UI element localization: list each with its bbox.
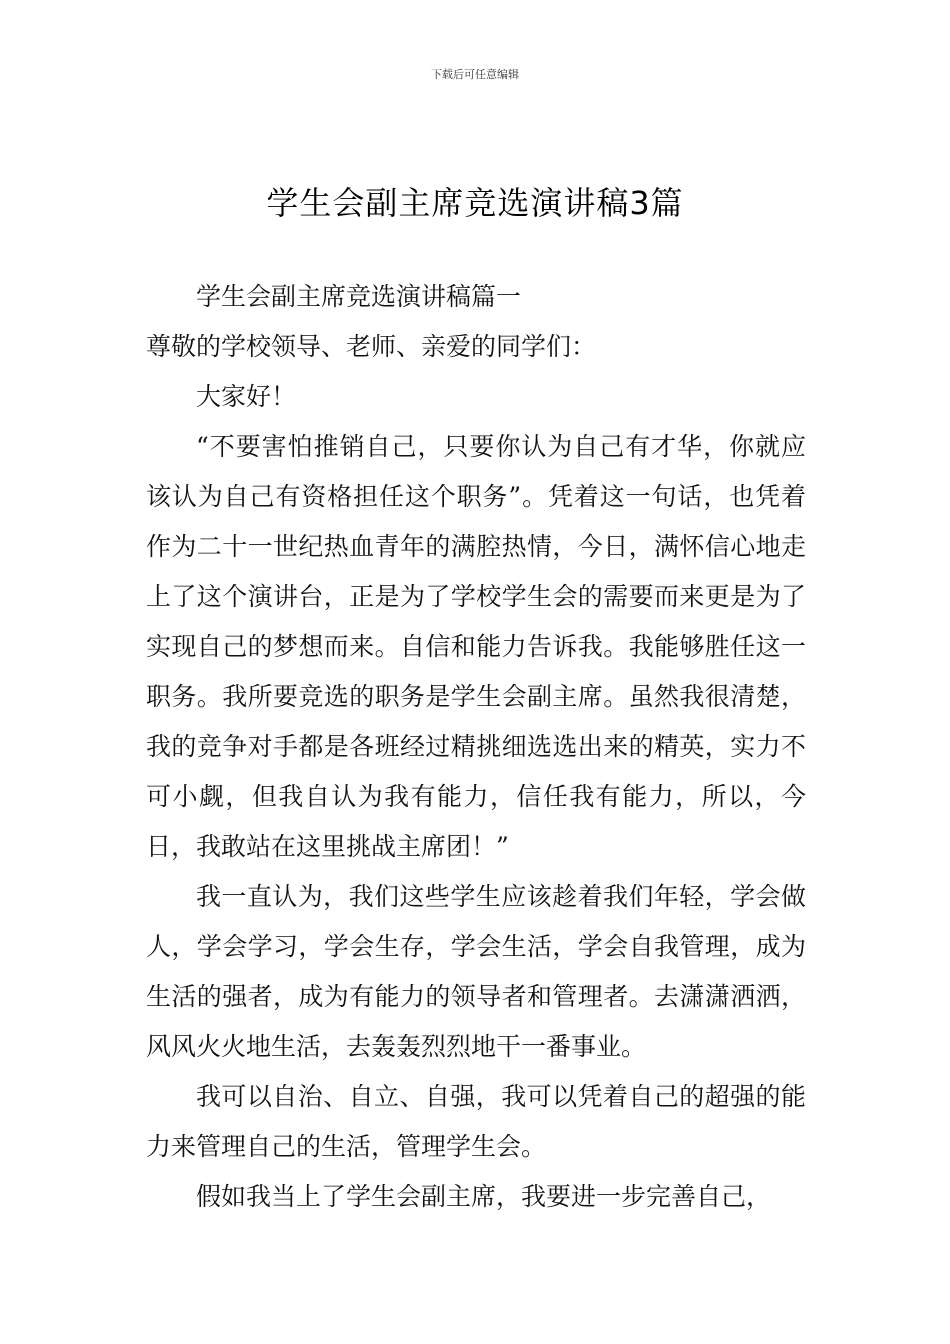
document-body: [146, 272, 806, 1222]
section-heading: 学生会副主席竞选演讲稿篇一: [196, 282, 522, 311]
paragraph: 假如我当上了学生会副主席，我要进一步完善自己，: [196, 1182, 772, 1211]
greeting: 大家好！: [196, 382, 297, 411]
salutation: 尊敬的学校领导、老师、亲爱的同学们：: [146, 332, 597, 361]
document-title: 学生会副主席竞选演讲稿3篇: [266, 184, 684, 222]
paragraph: 我可以自治、自立、自强，我可以凭着自己的超强的能力来管理自己的生活，管理学生会。: [146, 1082, 806, 1161]
header-note: 下载后可任意编辑: [431, 68, 519, 81]
paragraph: “不要害怕推销自己，只要你认为自己有才华，你就应该认为自己有资格担任这个职务”。凭着这一句话，也凭着作为二十一世纪热血青年的满腔热情，今日，满怀信心地走上了这个演讲台，正是为了学校学生会的需要而来更是为了实现自己的梦想而来。自信和能力告诉我。我能够胜任这一职务。我所要竞选的职务是学生会副主席。虽然我很清楚，我的竞争对手都是各班经过精挑细选选出来的精英，实力不可小觑，但我自认为我有能力，信任我有能力，所以，今日，我敢站在这里挑战主席团！”: [146, 432, 806, 861]
paragraph: 我一直认为，我们这些学生应该趁着我们年轻，学会做人，学会学习，学会生存，学会生活，学会自我管理，成为生活的强者，成为有能力的领导者和管理者。去潇潇洒洒，风风火火地生活，去轰轰烈烈地干一番事业。: [146, 882, 806, 1061]
